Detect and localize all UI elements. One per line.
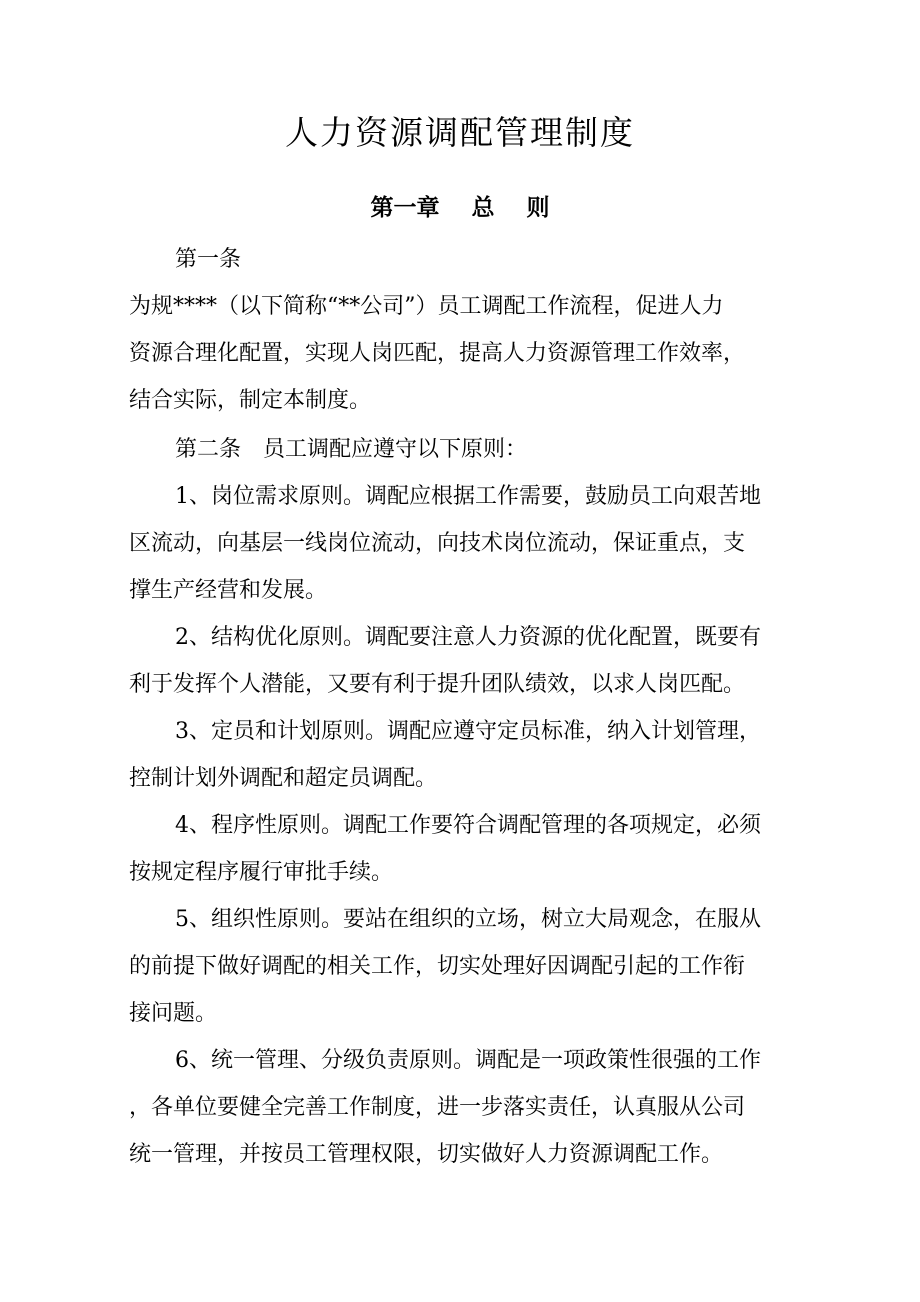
principle-4-line: 4、程序性原则。调配工作要符合调配管理的各项规定，必须 [175,813,761,838]
chapter-heading [0,188,920,228]
text-line: 区流动，向基层一线岗位流动，向技术岗位流动，保证重点，支 [129,531,746,556]
document-body [129,236,791,1178]
text-line: 资源合理化配置，实现人岗匹配，提高人力资源管理工作效率， [129,341,746,366]
text-line: 结合实际，制定本制度。 [129,388,372,413]
text-line: 的前提下做好调配的相关工作，切实处理好因调配引起的工作衔 [129,954,746,979]
text-line: 按规定程序履行审批手续。 [129,860,394,885]
text-line: 为规****（以下简称“**公司”）员工调配工作流程，促进人力 [129,294,724,319]
principle-3-line: 3、定员和计划原则。调配应遵守定员标准，纳入计划管理， [175,719,761,744]
text-line: 利于发挥个人潜能，又要有利于提升团队绩效，以求人岗匹配。 [129,672,746,697]
principle-2-line: 2、结构优化原则。调配要注意人力资源的优化配置，既要有 [175,625,761,650]
text-line: 接问题。 [129,1001,218,1026]
principle-1-line: 1、岗位需求原则。调配应根据工作需要，鼓励员工向艰苦地 [175,484,761,509]
text-line: 控制计划外调配和超定员调配。 [129,766,438,791]
principle-6-line: 6、统一管理、分级负责原则。调配是一项政策性很强的工作 [175,1048,761,1073]
article-2-heading: 第二条 员工调配应遵守以下原则： [175,437,528,462]
article-1-heading: 第一条 [175,247,242,272]
document-title: 人力资源调配管理制度 [285,113,635,152]
principle-5-line: 5、组织性原则。要站在组织的立场，树立大局观念，在服从 [175,907,761,932]
chapter-number: 第一章 [370,194,440,221]
text-line: 撑生产经营和发展。 [129,578,328,603]
chapter-name-part1: 总 [471,194,495,221]
text-line: ，各单位要健全完善工作制度，进一步落实责任，认真服从公司 [129,1095,746,1120]
text-line: 统一管理，并按员工管理权限，切实做好人力资源调配工作。 [129,1142,724,1167]
chapter-name-part2: 则 [526,194,550,221]
